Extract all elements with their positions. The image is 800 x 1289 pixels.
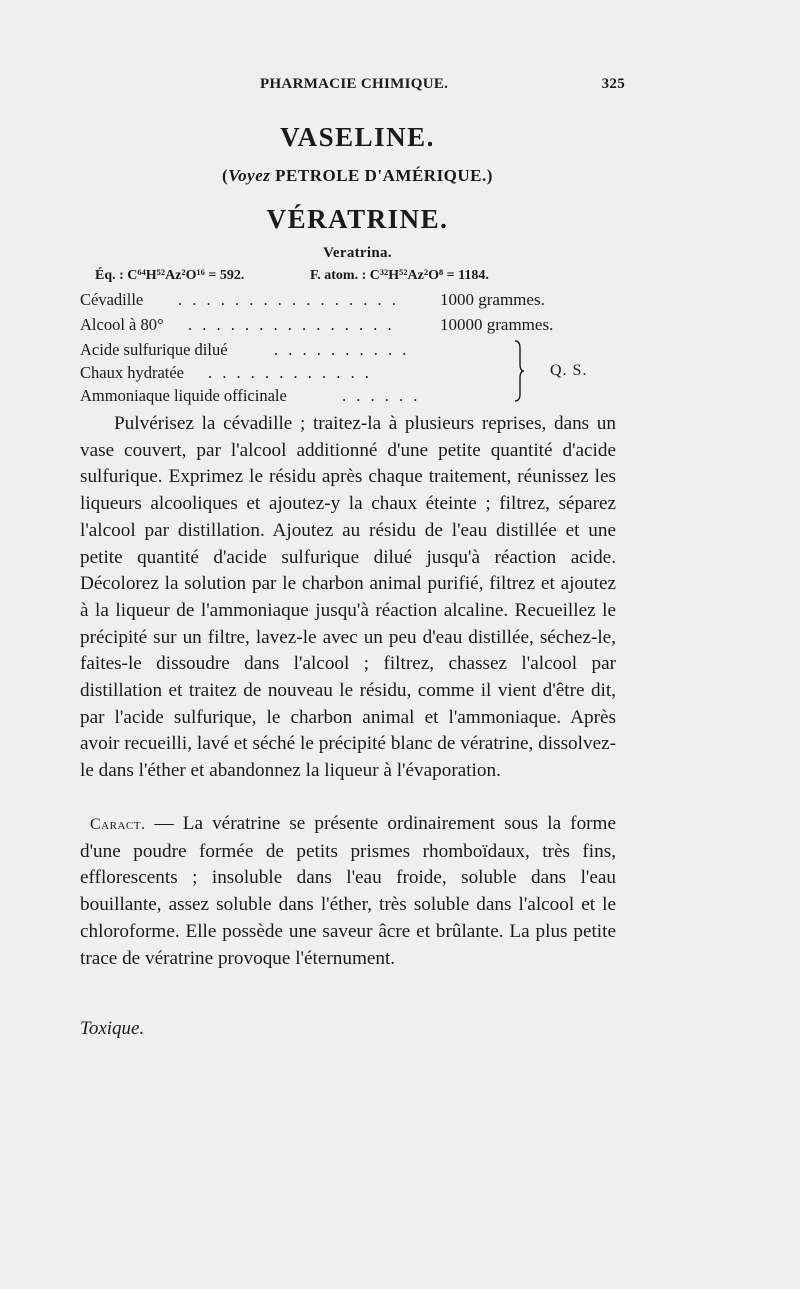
- vaseline-cross-reference: [0, 166, 715, 186]
- ref-open-paren: (: [222, 166, 229, 185]
- leader-dots: . . . . . . . . . . . . . . .: [188, 315, 395, 334]
- running-head-title: PHARMACIE CHIMIQUE.: [260, 76, 449, 92]
- formula-atomic: F. atom. : C³²H⁵²Az²O⁸ = 1184.: [310, 268, 489, 283]
- leader-dots: . . . . . . . . . . . .: [208, 363, 372, 382]
- curly-brace-icon: [514, 340, 524, 402]
- ref-voyez: Voyez: [228, 166, 271, 185]
- ref-target: PETROLE D'AMÉRIQUE.): [270, 166, 493, 185]
- formula-equivalent: Éq. : C⁶⁴H⁵²Az²O¹⁶ = 592.: [95, 268, 245, 283]
- ingredient-name: Acide sulfurique dilué: [80, 340, 228, 359]
- leader-dots: . . . . . . . . . .: [274, 340, 410, 359]
- ingredient-quantity: 1000 grammes.: [440, 290, 545, 309]
- ingredient-name: Ammoniaque liquide officinale: [80, 386, 287, 405]
- caract-label: Caract.: [90, 816, 146, 833]
- page-number: 325: [601, 76, 625, 92]
- veratrine-latin-name: Veratrina.: [323, 245, 392, 261]
- characteristics-paragraph: [80, 811, 616, 972]
- preparation-paragraph: Pulvérisez la cévadille ; traitez-la à plusieurs reprises, dans un vase couvert, par l'alcool additionné d'une petite quantité d'acide sulfurique. Exprimez le résidu après chaque traitement, réunissez les liqueurs alcooliques et ajoutez-y la chaux éteinte ; filtrez, séparez l'alcool par distillation. Ajoutez au résidu de l'eau distillée et une petite quantité d'acide sulfurique dilué jusqu'à réaction acide. Décolorez la solution par le charbon animal purifié, filtrez et ajoutez à la liqueur de l'ammoniaque jusqu'à réaction alcaline. Recueillez le précipité sur un filtre, lavez-le avec un peu d'eau distillée, séchez-le, faites-le dissoudre dans l'alcool ; filtrez, chassez l'alcool par distillation et traitez de nouveau le résidu, comme il vient d'être dit, par l'acide sulfurique, le charbon animal et l'ammoniaque. Après avoir recueilli, lavé et séché le précipité blanc de vératrine, dissolvez-le dans l'éther et abandonnez la liqueur à l'évaporation.: [80, 413, 616, 782]
- ingredient-row: [80, 340, 640, 362]
- leader-dots: . . . . . .: [342, 386, 421, 405]
- ingredient-name: Alcool à 80°: [80, 315, 164, 334]
- ingredient-row: [80, 315, 640, 337]
- caract-text: — La vératrine se présente ordinairement sous la forme d'une poudre formée de petits prismes rhomboïdaux, très fins, efflorescents ; insoluble dans l'eau froide, soluble dans l'eau bouillante, assez soluble dans l'éther, très soluble dans l'alcool et le chloroforme. Elle possède une saveur âcre et brûlante. La plus petite trace de vératrine provoque l'éternument.: [80, 813, 616, 969]
- ingredient-row: [80, 290, 640, 312]
- quantity-sufficient-label: Q. S.: [550, 362, 588, 379]
- ingredient-name: Chaux hydratée: [80, 363, 185, 382]
- toxic-note: Toxique.: [80, 1018, 145, 1039]
- ingredient-quantity: 10000 grammes.: [440, 315, 554, 334]
- ingredient-name: Cévadille: [80, 290, 144, 309]
- ingredient-row: [80, 386, 640, 408]
- vaseline-heading: VASELINE.: [280, 122, 435, 152]
- leader-dots: . . . . . . . . . . . . . . . .: [178, 290, 399, 309]
- veratrine-heading: VÉRATRINE.: [266, 204, 449, 234]
